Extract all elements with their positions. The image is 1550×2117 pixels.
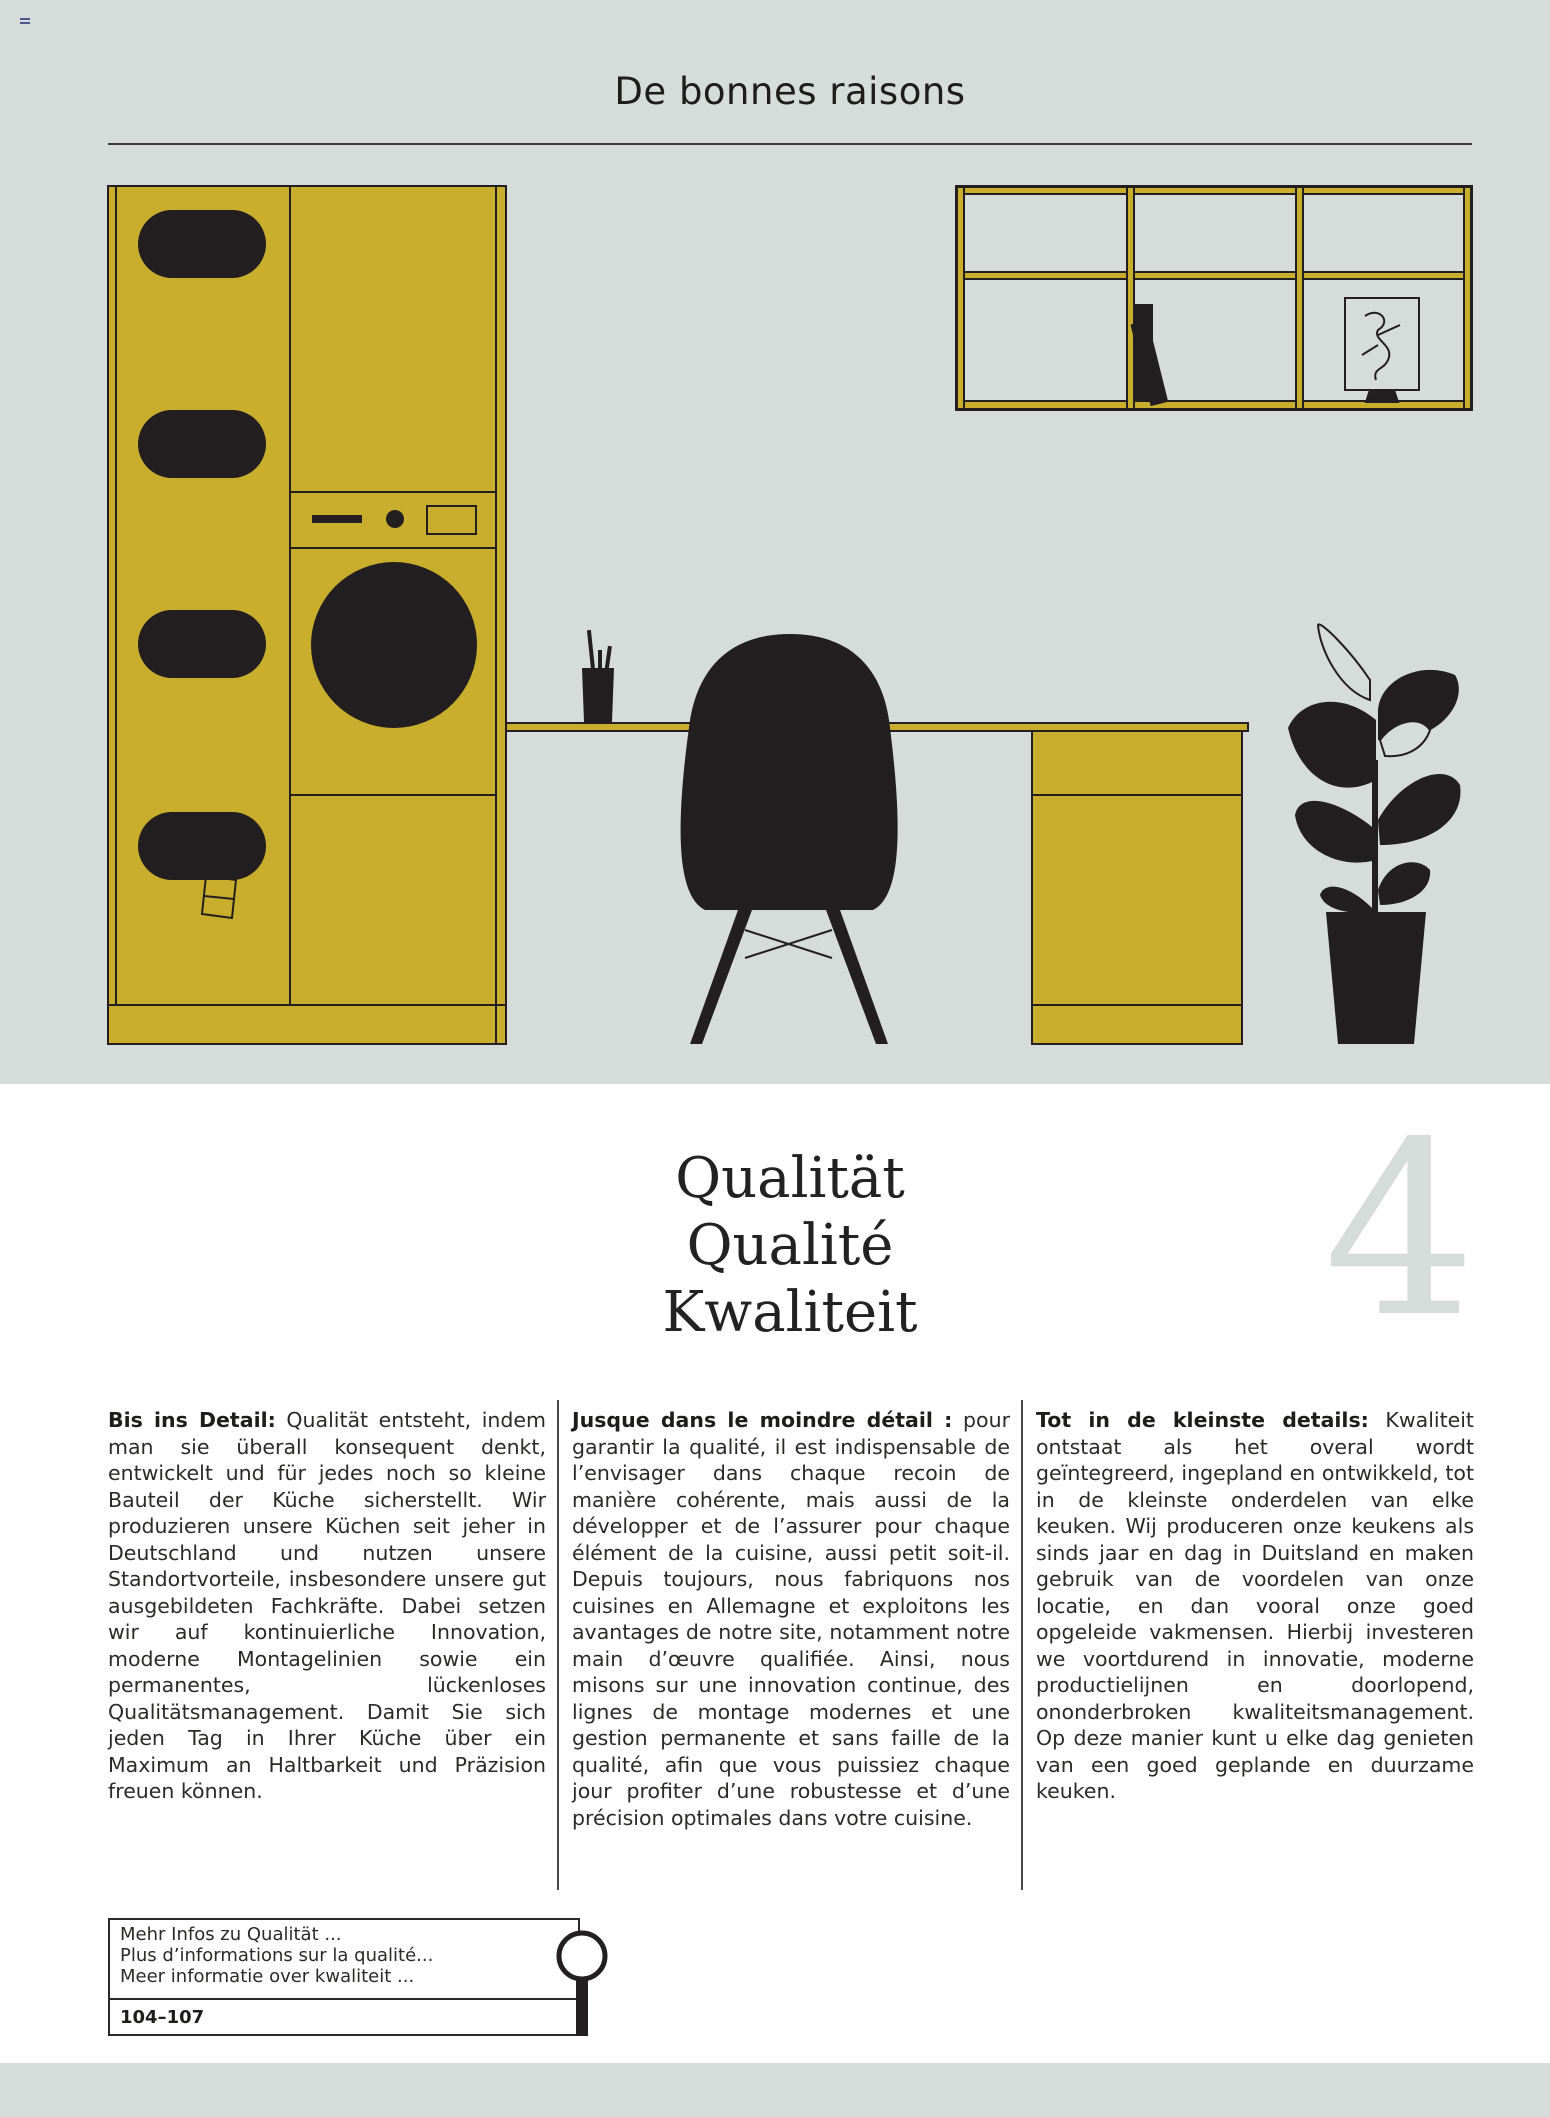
magnifier-icon — [552, 1930, 612, 2040]
more-info-de: Mehr Infos zu Qualität ... — [120, 1924, 342, 1945]
books — [1130, 304, 1168, 406]
column-divider — [1021, 1400, 1023, 1890]
column-lead: Tot in de kleinste details: — [1036, 1408, 1369, 1432]
heading-line-nl: Kwaliteit — [662, 1280, 918, 1345]
column-body: pour garantir la qualité, il est indispensable de l’envisager dans chaque recoin de manière cohérente, mais aussi de la développer et de l’assurer pour chaque élément de la cuisine, aussi petit soit-il. Depuis toujours, nous fabriquons nos cuisines en Allemagne et exploitons les avantages de notre site, notamment notre main d’œuvre qualifiée. Ainsi, nous misons sur une innovation continue, des lignes de montage modernes et une gestion permanente et sans faille de la qualité, afin que vous puissiez chaque jour profiter d’une robustesse et d’une précision optimales dans votre cuisine. — [572, 1408, 1010, 1830]
plant — [1288, 624, 1460, 1044]
text-column-fr — [572, 1407, 1010, 1831]
info-box-divider — [110, 1998, 578, 2000]
picture-frame — [1345, 298, 1419, 402]
chair — [681, 634, 898, 1044]
more-info-fr: Plus d’informations sur la qualité... — [120, 1945, 434, 1966]
section-heading — [540, 1145, 1040, 1346]
more-info-box[interactable] — [108, 1918, 580, 2036]
column-body: Qualität entsteht, indem man sie überall konsequent denkt, entwickelt und für jedes noch so kleine Bauteil der Küche sicherstellt. Wir produzieren unsere Küchen seit jeher in Deutschland und nutzen unsere Standortvorteile, insbesondere unsere gut ausgebildeten Fachkräfte. Dabei setzen wir auf kontinuierliche Innovation, moderne Montagelinien sowie ein permanentes, lückenloses Qualitätsmanagement. Damit Sie sich jeden Tag in Ihrer Küche über ein Maximum an Haltbarkeit und Präzision freuen können. — [108, 1408, 546, 1803]
section-number: 4 — [1323, 1090, 1477, 1370]
page-reference[interactable]: 104–107 — [120, 2007, 205, 2028]
more-info-nl: Meer informatie over kwaliteit ... — [120, 1966, 415, 1987]
column-lead: Bis ins Detail: — [108, 1408, 276, 1432]
column-divider — [557, 1400, 559, 1890]
heading-line-de: Qualität — [675, 1146, 905, 1211]
page-title: De bonnes raisons — [614, 70, 966, 113]
heading-line-fr: Qualité — [686, 1213, 894, 1278]
pencil-cup — [582, 630, 614, 722]
column-lead: Jusque dans le moindre détail : — [572, 1408, 953, 1432]
text-column-nl — [1036, 1407, 1474, 1805]
column-body: Kwaliteit ontstaat als het overal wordt geïntegreerd, ingepland en ontwikkeld, tot in de kleinste onderdelen van elke keuken. Wij produceren onze keukens als sinds jaar en dag in Duitsland en maken gebruik van de voordelen van onze locatie, en dan vooral onze goed opgeleide vakmensen. Hierbij investeren we voortdurend in innovatie, moderne productielijnen en doorlopend, ononderbroken kwaliteitsmanagement. Op deze manier kunt u elke dag genieten van een goed geplande en duurzame keuken. — [1036, 1408, 1474, 1803]
more-info-lines — [120, 1924, 433, 1987]
footer-band — [0, 2063, 1550, 2117]
text-column-de — [108, 1407, 546, 1805]
